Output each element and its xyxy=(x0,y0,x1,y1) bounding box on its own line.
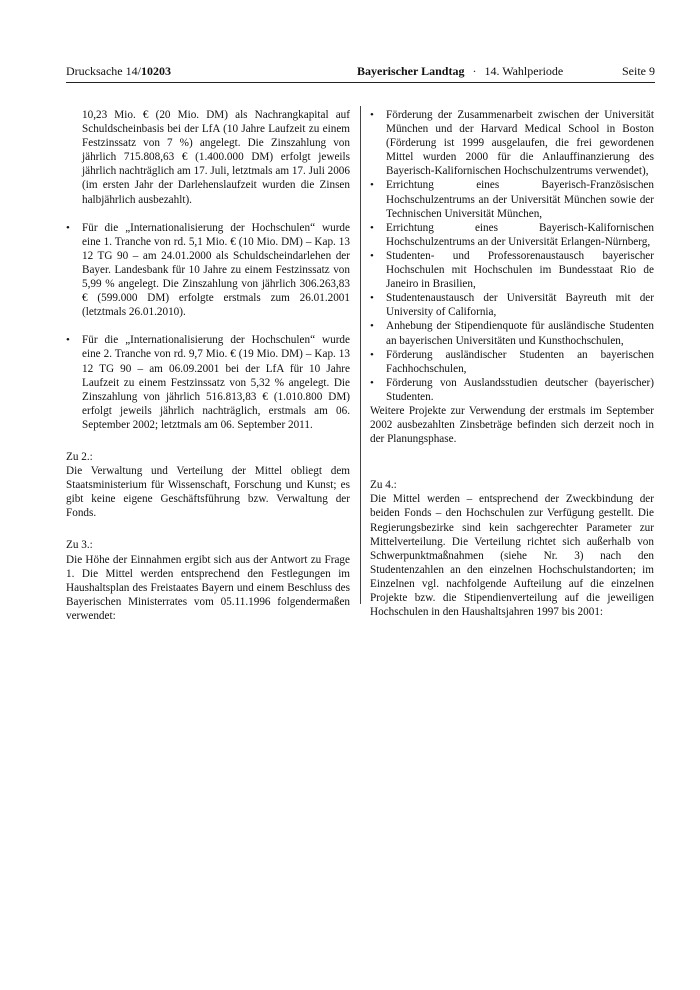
list-item xyxy=(370,249,654,291)
section-text-zu3: Die Höhe der Einnahmen ergibt sich aus der Antwort zu Frage 1. Die Mittel werden entsprechend den Festlegungen im Haushaltsplan des Freistaates Bayern und einem Beschluss des Bayerischen Ministerrates vom 05.11.1996 folgendermaßen verwendet: xyxy=(66,553,350,622)
bullet-icon: • xyxy=(370,348,374,361)
list-item xyxy=(66,221,350,320)
list-item-text: Anhebung der Stipendienquote für ausländische Studenten an bayerischen Universitäten und Kunsthochschulen, xyxy=(386,320,654,347)
bullet-icon: • xyxy=(370,376,374,389)
list-item xyxy=(370,108,654,178)
list-item-text: Errichtung eines Bayerisch-Französischen Hochschulzentrums an der Universität München sowie der Technischen Universität München, xyxy=(386,179,654,220)
section-text-zu2: Die Verwaltung und Verteilung der Mittel obliegt dem Staatsministerium für Wissenschaft, Forschung und Kunst; es gibt keine eigene Geschäftsführung bzw. Verwaltung der Fonds. xyxy=(66,465,350,520)
header-rule xyxy=(66,82,655,83)
page-header xyxy=(66,62,655,82)
section-text-zu4: Die Mittel werden – entsprechend der Zweckbindung der beiden Fonds – den Hochschulen zur Verfügung gestellt. Die Regierungsbezirke sind kein sachgerechter Parameter zur Mittelverteilung. Die Verteilung richtet sich außerhalb von Schwerpunktmaßnahmen (siehe Nr. 3) nach den Studentenzahlen an den einzelnen Hochschulstandorten; im Einzelnen vgl. nachfolgende Aufteilung auf die einzelnen Projekte bzw. die Stipendienverteilung auf die jeweiligen Hochschulen in den Haushaltsjahren 1997 bis 2001: xyxy=(370,493,654,619)
list-item xyxy=(370,319,654,347)
bullet-icon: • xyxy=(66,221,70,234)
list-item-text: Studenten- und Professorenaustausch bayerischer Hochschulen mit Hochschulen im Bundesstaat Rio de Janeiro in Brasilien, xyxy=(386,249,654,291)
list-item xyxy=(370,348,654,376)
list-item-text: Förderung von Auslandsstudien deutscher (bayerischer) Studenten. xyxy=(386,376,654,403)
list-item xyxy=(370,291,654,319)
list-item xyxy=(370,178,654,220)
list-item xyxy=(370,376,654,404)
bullet-icon: • xyxy=(370,320,374,333)
list-item-text: Für die „Internationalisierung der Hochschulen“ wurde eine 2. Tranche von rd. 9,7 Mio. € (19 Mio. DM) – Kap. 13 12 TG 90 – am 06.09.2001 bei der LfA für 10 Jahre Laufzeit zu einem Festzinssatz von 5,32 % angelegt. Die Zinszahlung von jährlich 516.813,83 € (1.010.800 DM) erfolgt jeweils jährlich nachträglich, erstmals am 06. September 2002; letztmals am 06. September 2011. xyxy=(82,334,350,431)
list-item-text: Errichtung eines Bayerisch-Kalifornischen Hochschulzentrums an der Universität Erlangen-Nürnberg, xyxy=(386,221,654,248)
bullet-icon: • xyxy=(370,109,374,121)
list-item xyxy=(66,333,350,432)
section-heading-zu3: Zu 3.: xyxy=(66,539,93,552)
header-separator: · xyxy=(472,64,477,78)
list-item-text: Förderung der Zusammenarbeit zwischen der Universität München und der Harvard Medical School in Boston (Förderung ist 1999 ausgelaufen, die frei gewordenen Mittel wurden 2000 für die Anlauffinanzierung des Bayerisch-Kalifornischen Hochschulzentrums verwendet), xyxy=(386,109,654,178)
drucksache-number xyxy=(66,62,171,80)
parliament-name: Bayerischer Landtag xyxy=(357,64,465,78)
list-item-text: Studentenaustausch der Universität Bayreuth mit der University of California, xyxy=(386,292,654,319)
bullet-icon: • xyxy=(370,179,374,192)
left-column xyxy=(66,108,350,623)
after-bullets-text: Weitere Projekte zur Verwendung der erstmals im September 2002 ausbezahlten Zinsbeträge befinden sich derzeit noch in der Planungsphase. xyxy=(370,404,654,446)
page-number: Seite 9 xyxy=(622,64,655,78)
bullet-icon: • xyxy=(370,249,374,262)
section-heading-zu4: Zu 4.: xyxy=(370,479,397,492)
section-heading-zu2: Zu 2.: xyxy=(66,450,93,463)
column-divider xyxy=(360,106,361,604)
right-column xyxy=(370,108,654,619)
list-item-text: Förderung ausländischer Studenten an bayerischen Fachhochschulen, xyxy=(386,348,654,375)
header-center xyxy=(357,62,563,80)
list-item-text: Für die „Internationalisierung der Hochschulen“ wurde eine 1. Tranche von rd. 5,1 Mio. € (10 Mio. DM) – Kap. 13 12 TG 90 – am 24.01.2000 als Schuldscheindarlehen der Bayer. Landesbank für 10 Jahre zu einem Festzinssatz von 5,99 % angelegt. Die Zinszahlung von jährlich 306.263,83 € (599.000 DM) erfolgte erstmals zum 26.01.2001 (letztmals 26.01.2010). xyxy=(82,221,350,319)
bullet-icon: • xyxy=(66,334,70,347)
list-item xyxy=(370,221,654,249)
bullet-icon: • xyxy=(370,221,374,234)
intro-continuation: 10,23 Mio. € (20 Mio. DM) als Nachrangkapital auf Schuldscheinbasis bei der LfA (10 Jahre Laufzeit zu einem Festzinssatz von 7 %) angelegt. Die Zinszahlung von jährlich 715.808,63 € (1.400.000 DM) erfolgt jeweils jährlich nachträglich am 17. Juli, letztmals am 17. Juli 2006 (im ersten Jahr der Darlehenslaufzeit wurden die Zinsen halbjährlich ausbezahlt). xyxy=(82,109,350,206)
bullet-icon: • xyxy=(370,292,374,305)
drucksache-number-value: 10203 xyxy=(140,64,171,78)
legislative-period: 14. Wahlperiode xyxy=(484,64,564,78)
drucksache-prefix: Drucksache 14/ xyxy=(66,64,141,78)
